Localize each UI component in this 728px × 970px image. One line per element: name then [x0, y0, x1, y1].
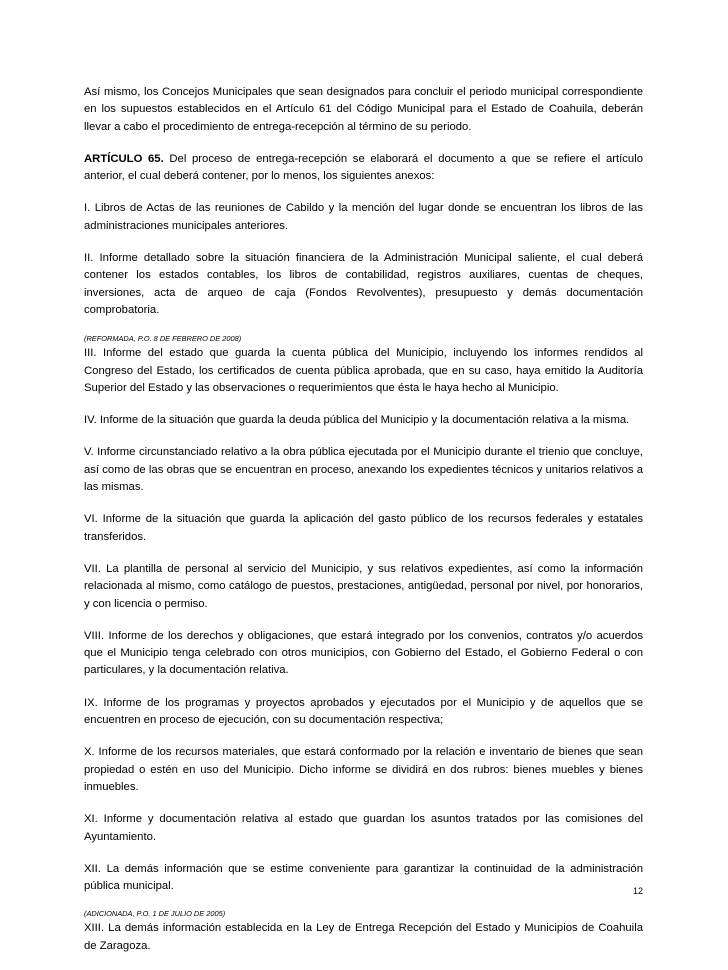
annex-vi: VI. Informe de la situación que guarda la aplicación del gasto público de los recursos federales y estatales transferidos. — [84, 513, 643, 543]
addition-note-xiii: (ADICIONADA, P.O. 1 DE JULIO DE 2005) — [84, 909, 226, 919]
article-65-label: ARTÍCULO 65. — [84, 152, 164, 165]
page-number: 12 — [632, 886, 643, 896]
annex-v: V. Informe circunstanciado relativo a la obra pública ejecutada por el Municipio durante el trienio que concluye, así como de las obras que se encuentran en proceso, anexando los expedientes técnicos y unitarios relativos a las mismas. — [84, 446, 643, 494]
annex-viii: VIII. Informe de los derechos y obligaciones, que estará integrado por los convenios, contratos y/o acuerdos que el Municipio tenga celebrado con otros municipios, con Gobierno del Estado, el Gobierno Federal o con particulares, y la documentación relativa. — [84, 629, 643, 677]
reform-note-iii: (REFORMADA, P.O. 8 DE FEBRERO DE 2008) — [84, 334, 242, 344]
annex-xi: XI. Informe y documentación relativa al estado que guardan los asuntos tratados por las comisiones del Ayuntamiento. — [84, 813, 643, 843]
annex-x: X. Informe de los recursos materiales, que estará conformado por la relación e inventario de bienes que sean propiedad o estén en uso del Municipio. Dicho informe se dividirá en dos rubros: bienes muebles y bienes inmuebles. — [84, 746, 643, 793]
annex-xiii: XIII. La demás información establecida en la Ley de Entrega Recepción del Estado y Municipios de Coahuila de Zaragoza. — [84, 922, 643, 952]
annex-ix: IX. Informe de los programas y proyectos aprobados y ejecutados por el Municipio y de aquellos que se encuentren en proceso de ejecución, con su documentación respectiva; — [84, 696, 643, 727]
annex-vii: VII. La plantilla de personal al servicio del Municipio, y sus relativos expedientes, así como la información relacionada al mismo, como catálogo de puestos, prestaciones, antigüedad, personal por nivel, por honorarios, y con licencia o permiso. — [84, 562, 643, 610]
annex-ii: II. Informe detallado sobre la situación financiera de la Administración Municipal saliente, el cual deberá contener los estados contables, los libros de contabilidad, registros auxiliares, cuentas de cheques, inversiones, acta de arqueo de caja (Fondos Revolventes), presupuesto y demás documentación comprobatoria. — [84, 252, 643, 316]
annex-xii: XII. La demás información que se estime conveniente para garantizar la continuidad de la administración pública municipal. — [84, 862, 643, 893]
article-65 — [84, 151, 643, 186]
annex-iv: IV. Informe de la situación que guarda la deuda pública del Municipio y la documentación relativa a la misma. — [84, 414, 630, 427]
article-65-text: Del proceso de entrega-recepción se elaborará el documento a que se refiere el artículo anterior, el cual deberá contener, por lo menos, los siguientes anexos: — [84, 152, 644, 183]
paragraph-intro: Así mismo, los Concejos Municipales que sean designados para concluir el periodo municipal correspondiente en los supuestos establecidos en el Artículo 61 del Código Municipal para el Estado de Coahuila, deberán llevar a cabo el procedimiento de entrega-recepción al término de su periodo. — [84, 86, 643, 133]
annex-i: I. Libros de Actas de las reuniones de Cabildo y la mención del lugar donde se encuentran los libros de las administraciones municipales anteriores. — [84, 202, 643, 232]
annex-iii: III. Informe del estado que guarda la cuenta pública del Municipio, incluyendo los informes rendidos al Congreso del Estado, los certificados de cuenta pública aprobada, que en su caso, haya emitido la Auditoría Superior del Estado y las observaciones o requerimientos que ésta le haya hecho al Municipio. — [84, 347, 643, 394]
document-page — [84, 84, 643, 970]
